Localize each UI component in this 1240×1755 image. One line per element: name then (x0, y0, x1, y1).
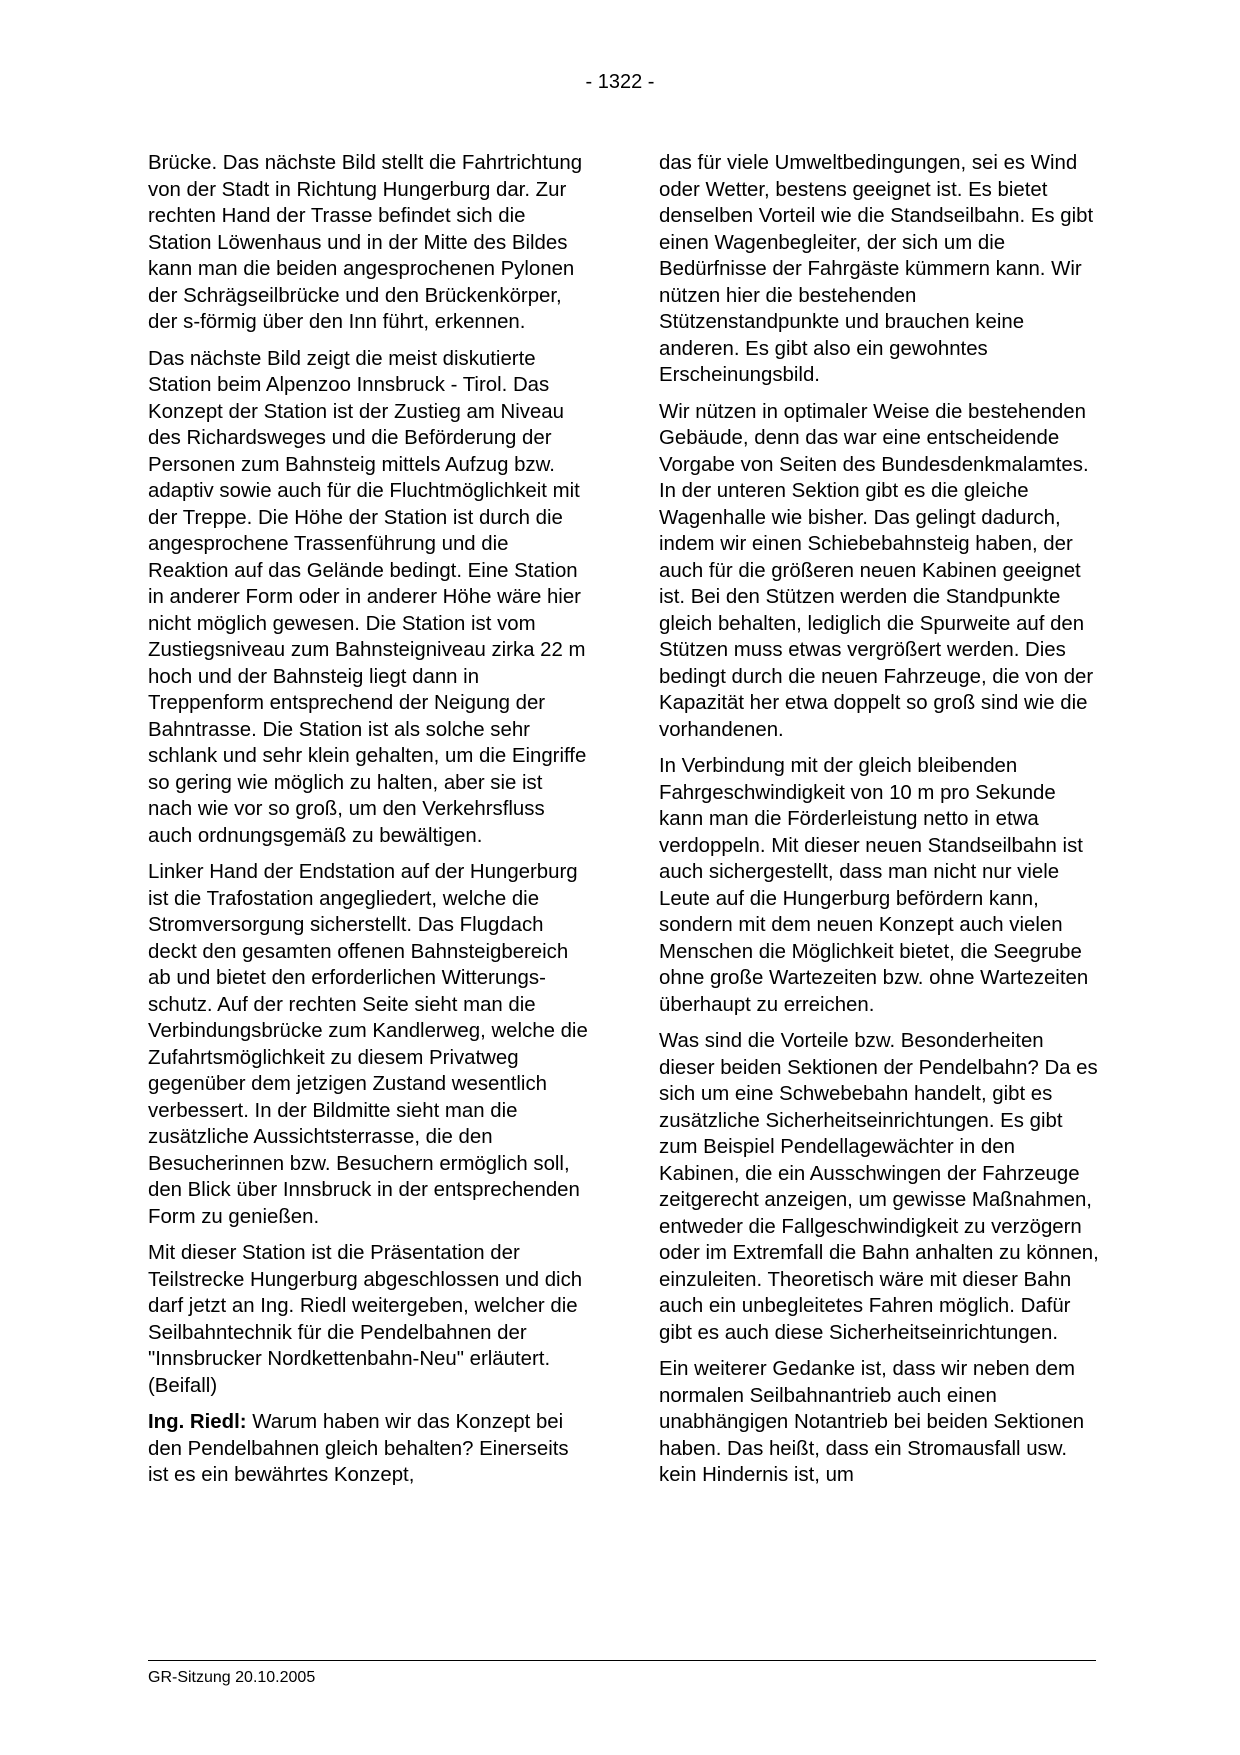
paragraph-speaker (148, 1409, 588, 1489)
footer-text: GR-Sitzung 20.10.2005 (148, 1669, 316, 1686)
page-number: - 1322 - (585, 71, 655, 93)
paragraph: Was sind die Vorteile bzw. Besonderheiten dieser beiden Sektionen der Pendelbahn? Da es sich um eine Schwebebahn handelt, gibt es zusätzliche Sicherheitseinrichtungen. Es gibt zum Beispiel Pendellagewächter in den Kabinen, die ein Ausschwingen der Fahrzeuge zeitgerecht anzeigen, um gewisse Maßnahmen, entweder die Fallgeschwindigkeit zu verzögern oder im Extremfall die Bahn anhalten zu können, einzuleiten. Theoretisch wäre mit dieser Bahn auch ein unbegleitetes Fahren möglich. Dafür gibt es auch diese Sicherheitseinrichtungen. (659, 1030, 1099, 1344)
footer-divider (148, 1660, 1096, 1661)
paragraph: Ein weiterer Gedanke ist, dass wir neben dem normalen Seilbahnantrieb auch einen unabhängigen Notantrieb bei beiden Sektionen haben. Das heißt, dass ein Stromausfall usw. kein Hindernis ist, um (659, 1358, 1085, 1486)
paragraph: Brücke. Das nächste Bild stellt die Fahrtrichtung von der Stadt in Richtung Hungerburg dar. Zur rechten Hand der Trasse befindet sich die Station Löwenhaus und in der Mitte des Bildes kann man die beiden angesprochenen Pylonen der Schrägseilbrücke und den Brückenkörper, der s-förmig über den Inn führt, erkennen. (148, 152, 583, 333)
left-column (148, 150, 588, 1499)
paragraph: In Verbindung mit der gleich bleibenden Fahrgeschwindigkeit von 10 m pro Sekunde kann man die Förderleistung netto in etwa verdoppeln. Mit dieser neuen Standseilbahn ist auch sichergestellt, dass man nicht nur viele Leute auf die Hungerburg befördern kann, sondern mit dem neuen Konzept auch vielen Menschen die Möglichkeit bietet, die Seegrube ohne große Wartezeiten bzw. ohne Wartezeiten überhaupt zu erreichen. (659, 755, 1089, 1016)
paragraph: das für viele Umweltbedingungen, sei es Wind oder Wetter, bestens geeignet ist. Es bietet denselben Vorteil wie die Standseilbahn. Es gibt einen Wagenbegleiter, der sich um die Bedürfnisse der Fahrgäste kümmern kann. Wir nützen hier die bestehenden Stützenstandpunkte und brauchen keine anderen. Es gibt also ein gewohntes Erscheinungsbild. (659, 152, 1094, 386)
right-column (659, 150, 1099, 1499)
paragraph: Wir nützen in optimaler Weise die bestehenden Gebäude, denn das war eine entscheidende Vorgabe von Seiten des Bundesdenkmalamtes. In der unteren Sektion gibt es die gleiche Wagenhalle wie bisher. Das gelingt dadurch, indem wir einen Schiebebahnsteig haben, der auch für die größeren neuen Kabinen geeignet ist. Bei den Stützen werden die Standpunkte gleich behalten, lediglich die Spurweite auf den Stützen muss etwas vergrößert werden. Dies bedingt durch die neuen Fahrzeuge, die von der Kapazität her etwa doppelt so groß sind wie die vorhandenen. (659, 400, 1094, 741)
paragraph: Das nächste Bild zeigt die meist diskutierte Station beim Alpenzoo Innsbruck - Tirol. Das Konzept der Station ist der Zustieg am Niveau des Richardsweges und die Beförderung der Personen zum Bahnsteig mittels Aufzug bzw. adaptiv sowie auch für die Fluchtmöglichkeit mit der Treppe. Die Höhe der Station ist durch die angesprochene Trassenführung und die Reaktion auf das Gelände bedingt. Eine Station in anderer Form oder in anderer Höhe wäre hier nicht möglich gewesen. Die Station ist vom Zustiegsniveau zum Bahnsteigniveau zirka 22 m hoch und der Bahnsteig liegt dann in Treppenform entsprechend der Neigung der Bahntrasse. Die Station ist als solche sehr schlank und sehr klein gehalten, um die Eingriffe so gering wie möglich zu halten, aber sie ist nach wie vor so groß, um den Verkehrsfluss auch ordnungsgemäß zu bewältigen. (148, 347, 587, 847)
speaker-name: Ing. Riedl: (148, 1411, 247, 1433)
paragraph: Linker Hand der Endstation auf der Hungerburg ist die Trafostation angegliedert, welche die Stromversorgung sicherstellt. Das Flugdach deckt den gesamten offenen Bahnsteigbereich ab und bietet den erforderlichen Witterungsschutz. Auf der rechten Seite sieht man die Verbindungsbrücke zum Kandlerweg, welche die Zufahrtsmöglichkeit zu diesem Privatweg gegenüber dem jetzigen Zustand wesentlich verbessert. In der Bildmitte sieht man die zusätzliche Aussichtsterrasse, die den Besucherinnen bzw. Besuchern ermöglich soll, den Blick über Innsbruck in der entsprechenden Form zu genießen. (148, 861, 588, 1228)
speaker-text: Warum haben wir das Konzept bei den Pendelbahnen gleich behalten? Einerseits ist es ein bewährtes Konzept, (148, 1411, 569, 1486)
paragraph: Mit dieser Station ist die Präsentation der Teilstrecke Hungerburg abgeschlossen und dich darf jetzt an Ing. Riedl weitergeben, welcher die Seilbahntechnik für die Pendelbahnen der "Innsbrucker Nordkettenbahn-Neu" erläutert. (Beifall) (148, 1242, 583, 1397)
